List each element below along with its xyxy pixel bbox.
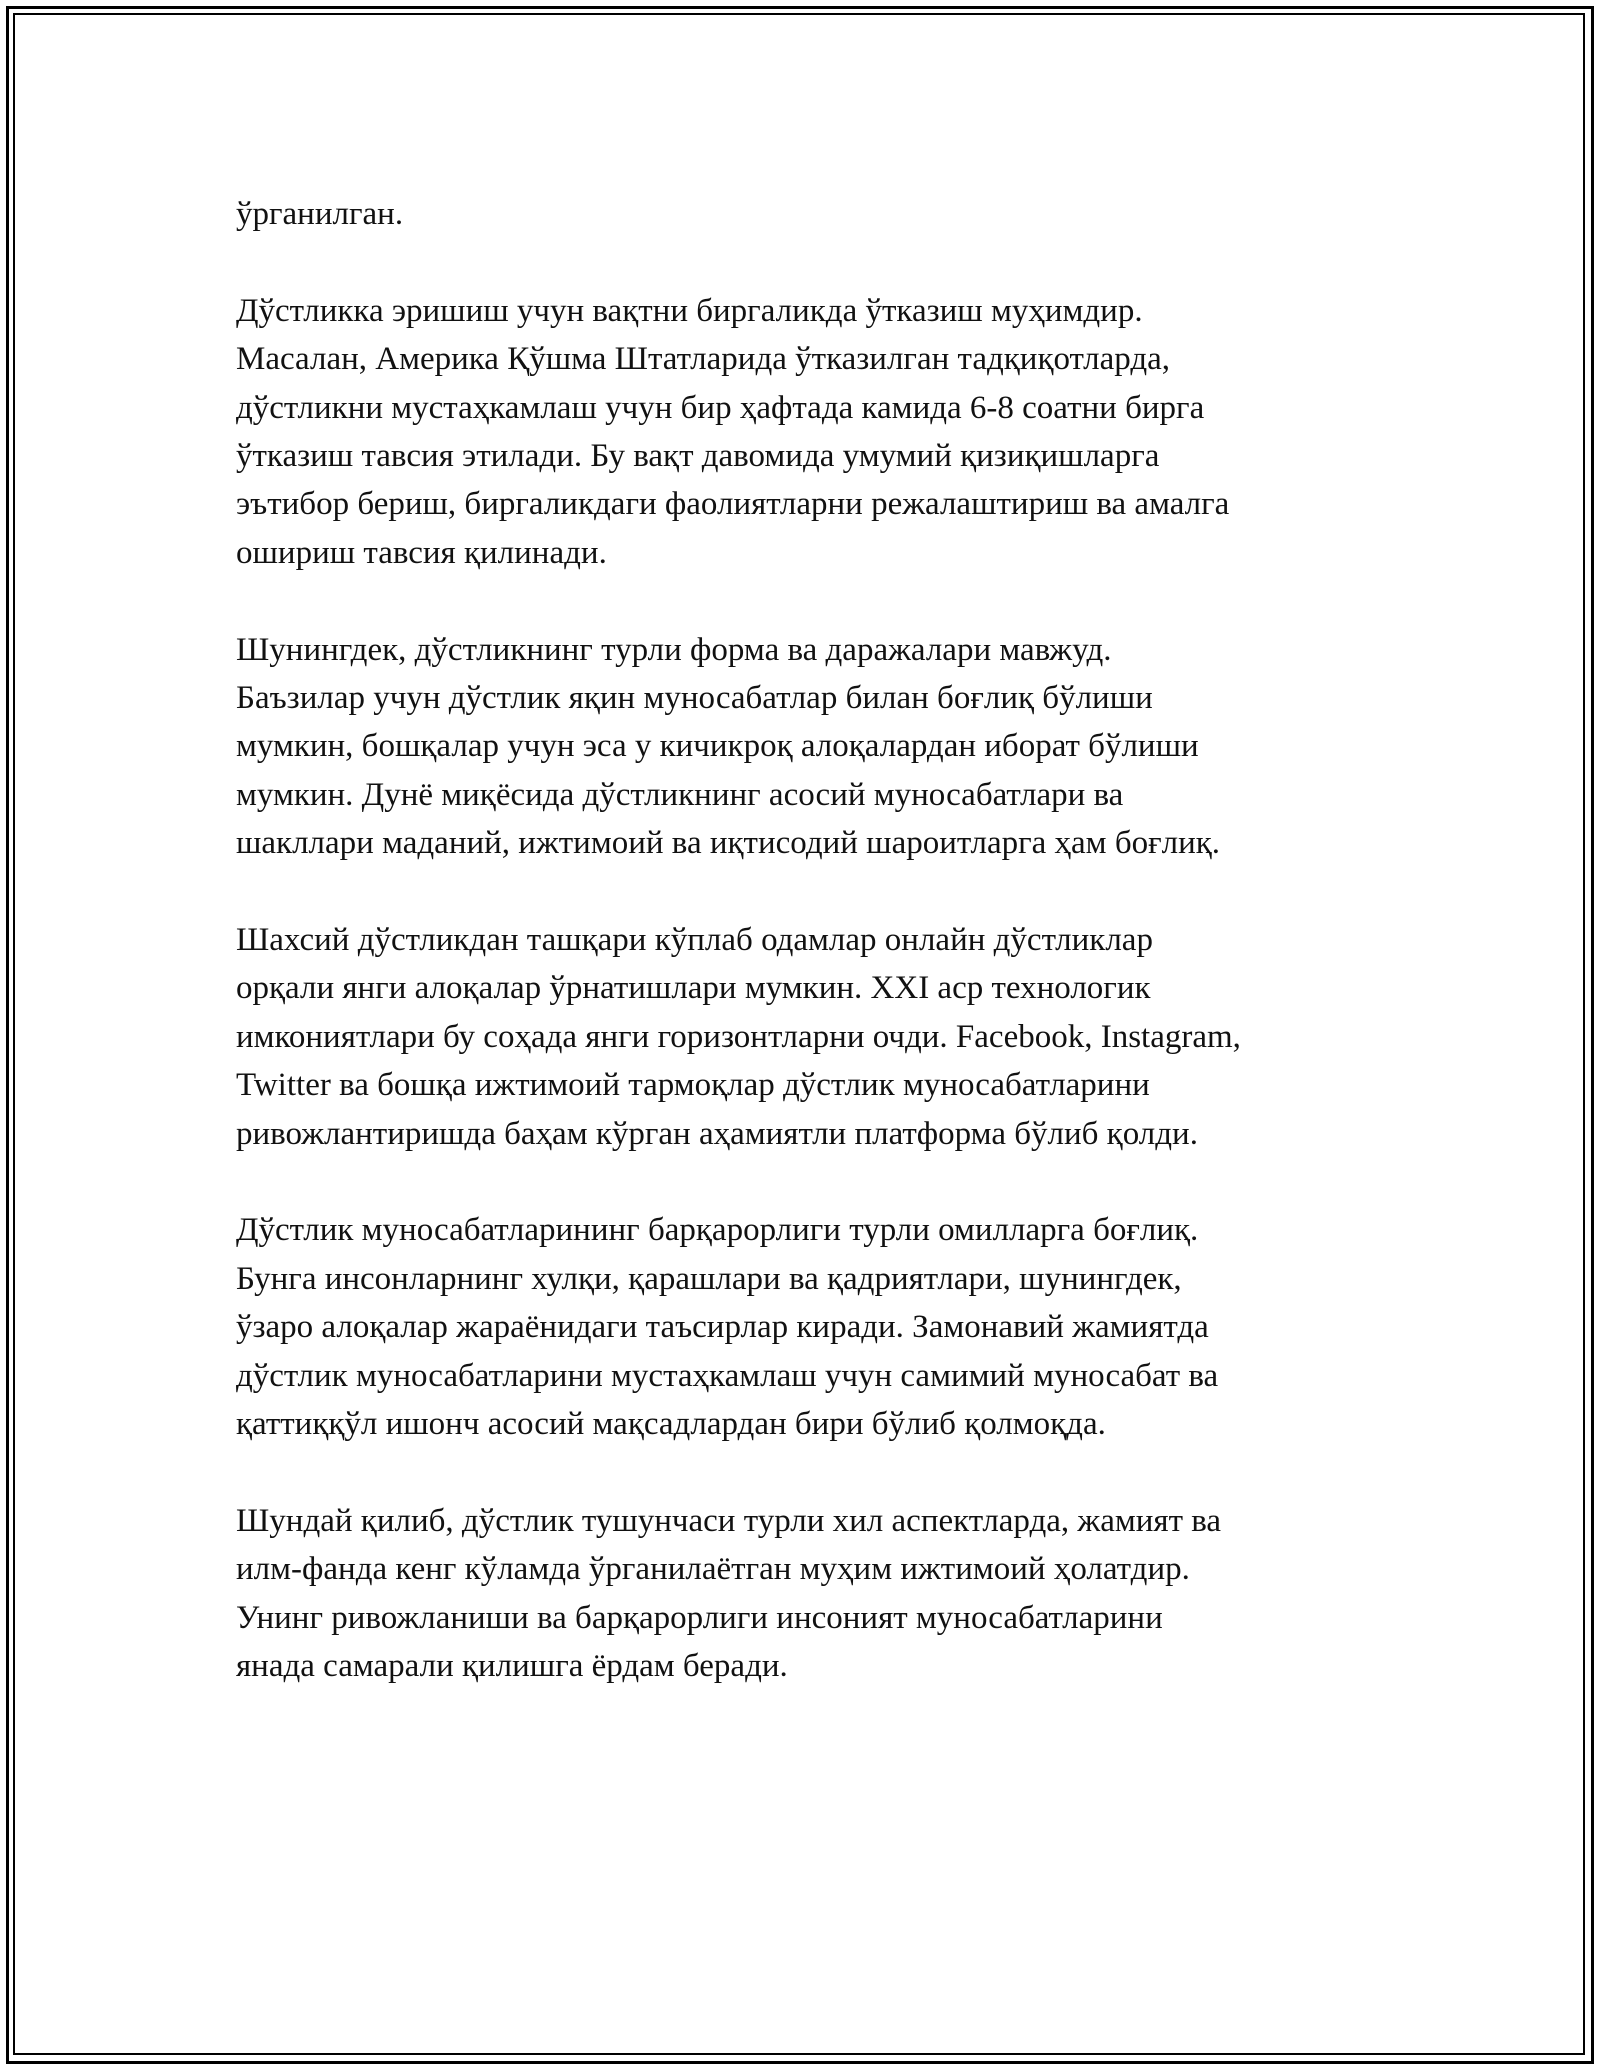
text-line: ривожлантиришда баҳам кўрган аҳамиятли платформа бўлиб қолди. [236, 1115, 1198, 1152]
text-line: янада самарали қилишга ёрдам беради. [236, 1648, 788, 1685]
text-line: Шундай қилиб, дўстлик тушунчаси турли хил аспектларда, жамият ва [236, 1502, 1222, 1539]
text-line: Шахсий дўстликдан ташқари кўплаб одамлар онлайн дўстликлар [236, 922, 1153, 959]
paragraph-2 [236, 287, 1386, 577]
text-line: ошириш тавсия қилинади. [236, 534, 607, 571]
text-line: ўтказиш тавсия этилади. Бу вақт давомида умумий қизиқишларга [236, 438, 1160, 475]
text-line: ўрганилган. [236, 196, 404, 232]
text-line: дўстликни мустаҳкамлаш учун бир ҳафтада камида 6-8 соатни бирга [236, 389, 1205, 426]
paragraph-1 [236, 190, 1386, 238]
text-line: дўстлик муносабатларини мустаҳкамлаш учун самимий муносабат ва [236, 1357, 1219, 1394]
text-line: илм-фанда кенг кўламда ўрганилаётган муҳим ижтимоий ҳолатдир. [236, 1551, 1190, 1588]
text-line: Дўстлик муносабатларининг барқарорлиги турли омилларга боғлиқ. [236, 1212, 1199, 1249]
text-line: эътибор бериш, биргаликдаги фаолиятларни режалаштириш ва амалга [236, 486, 1230, 523]
paragraph-5 [236, 1206, 1386, 1448]
paragraph-3 [236, 626, 1386, 868]
text-line: мумкин, бошқалар учун эса у кичикроқ алоқалардан иборат бўлиши [236, 728, 1199, 765]
text-line: ўзаро алоқалар жараёнидаги таъсирлар киради. Замонавий жамиятда [236, 1309, 1209, 1346]
text-line: Унинг ривожланиши ва барқарорлиги инсоният муносабатларини [236, 1599, 1163, 1636]
text-line: Бунга инсонларнинг хулқи, қарашлари ва қадриятлари, шунингдек, [236, 1260, 1182, 1297]
text-line: Шунингдек, дўстликнинг турли форма ва даражалари мавжуд. [236, 631, 1112, 668]
paragraph-4 [236, 916, 1386, 1158]
text-line: имкониятлари бу соҳада янги горизонтларни очди. Facebook, Instagram, [236, 1018, 1241, 1055]
document-body [236, 190, 1386, 1739]
text-line: мумкин. Дунё миқёсида дўстликнинг асосий муносабатлари ва [236, 776, 1124, 813]
text-line: Баъзилар учун дўстлик яқин муносабатлар билан боғлиқ бўлиши [236, 680, 1153, 717]
text-line: қаттиққўл ишонч асосий мақсадлардан бири бўлиб қолмоқда. [236, 1406, 1106, 1443]
text-line: Twitter ва бошқа ижтимоий тармоқлар дўстлик муносабатларини [236, 1067, 1150, 1104]
text-line: Дўстликка эришиш учун вақтни биргаликда ўтказиш муҳимдир. [236, 292, 1143, 329]
text-line: орқали янги алоқалар ўрнатишлари мумкин. XXI аср технологик [236, 970, 1151, 1007]
text-line: шакллари маданий, ижтимоий ва иқтисодий шароитларга ҳам боғлиқ. [236, 825, 1221, 862]
paragraph-6 [236, 1497, 1386, 1691]
text-line: Масалан, Америка Қўшма Штатларида ўтказилган тадқиқотларда, [236, 341, 1171, 378]
